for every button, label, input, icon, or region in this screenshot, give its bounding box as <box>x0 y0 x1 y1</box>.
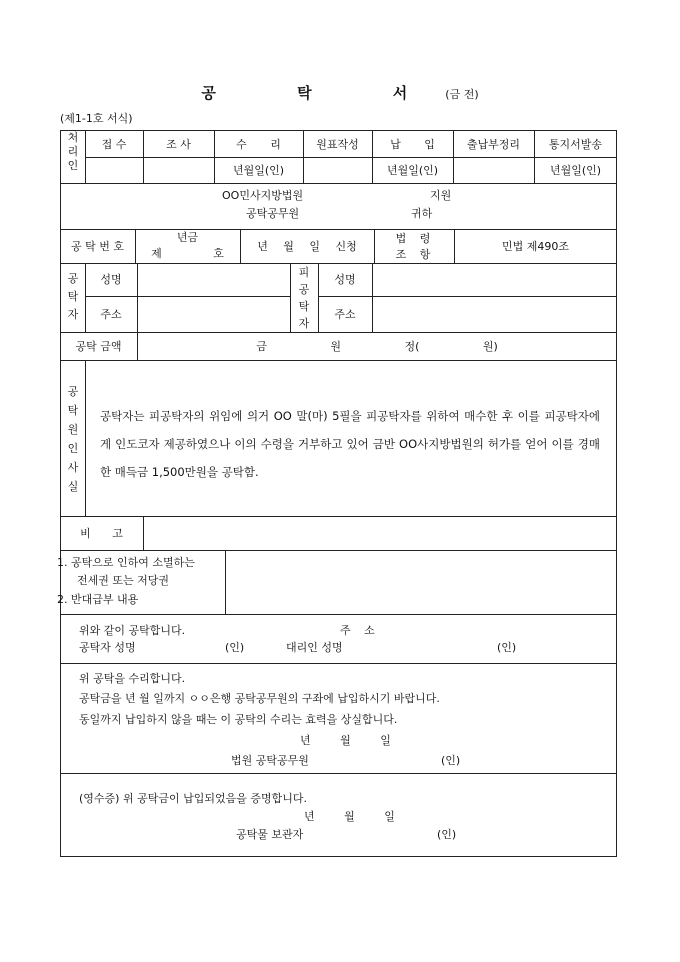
title-sub: (금 전) <box>445 88 479 101</box>
receipt-date: 년 월 일 <box>304 810 395 823</box>
header-review: 조 사 <box>166 138 191 151</box>
date-seal-notice: 년월일(인) <box>549 164 602 177</box>
item1-line1: 1. 공탁으로 인하여 소멸하는 <box>57 556 195 569</box>
processing-label: 처리인 <box>67 131 79 172</box>
rule <box>60 773 617 774</box>
officer-seal: (인) <box>441 754 461 767</box>
cause-text: 공탁자는 피공탁자의 위임에 의거 OO 말(마) 5필을 피공탁자를 위하여 매수한 후 이를 피공탁자에게 인도코자 제공하였으나 이의 수령을 거부하고 있어 금반 OO사지방법원의 허가를 얻어 이를 경매한 매득금 1,500만원을 공탁함. <box>100 409 600 479</box>
declaration-line: 위와 같이 공탁합니다. <box>79 624 186 637</box>
acceptance-line3: 동일까지 납입하지 않을 때는 이 공탁의 수리는 효력을 상실합니다. <box>79 713 398 726</box>
title-main: 공 탁 서 <box>201 84 446 102</box>
acceptance-line2: 공탁금을 년 월 일까지 ㅇㅇ은행 공탁공무원의 구좌에 납입하시기 바랍니다. <box>79 692 440 705</box>
depositee-address-label: 주소 <box>334 308 356 321</box>
rule <box>318 296 617 297</box>
header-payment: 납 입 <box>390 138 435 151</box>
deposit-officer: 공탁공무원 <box>246 207 300 220</box>
agent-seal: (인) <box>497 641 517 654</box>
rule <box>60 229 617 230</box>
remarks-label: 비 고 <box>80 527 123 540</box>
rule <box>85 157 617 158</box>
item1-line2: 전세권 또는 저당권 <box>77 574 170 587</box>
acceptance-date: 년 월 일 <box>300 734 391 747</box>
cause-label: 공탁원인사실 <box>67 385 79 493</box>
rule <box>85 296 290 297</box>
depositor-name-sign: 공탁자 성명 <box>79 641 136 654</box>
rule <box>143 516 144 550</box>
court-officer-sign: 법원 공탁공무원 <box>231 754 309 767</box>
depositor-address-label: 주소 <box>100 308 122 321</box>
depositor-label: 공탁자 <box>67 272 79 321</box>
amount-label: 공탁 금액 <box>75 340 122 353</box>
depositor-seal: (인) <box>225 641 245 654</box>
amount-text: 금 원 정( 원) <box>256 340 498 353</box>
rule <box>137 263 138 332</box>
rule <box>374 229 375 263</box>
depositee-name-label: 성명 <box>334 273 356 286</box>
item2: 2. 반대급부 내용 <box>57 593 139 606</box>
deposit-number-label: 공 탁 번 호 <box>71 240 124 253</box>
rule <box>290 263 291 332</box>
rule <box>60 360 617 361</box>
acceptance-line1: 위 공탁을 수리합니다. <box>79 672 186 685</box>
depositor-name-label: 성명 <box>100 273 122 286</box>
rule <box>60 550 617 551</box>
header-notice-send: 통지서발송 <box>548 138 603 151</box>
form-number: (제1-1호 서식) <box>60 112 133 125</box>
court-branch: 지원 <box>430 189 452 202</box>
rule <box>60 263 617 264</box>
deposit-year: 년금 <box>176 231 199 244</box>
date-seal-payment: 년월일(인) <box>386 164 439 177</box>
custodian-sign: 공탁물 보관자 <box>236 828 304 841</box>
honorific: 귀하 <box>411 207 433 220</box>
rule <box>85 360 86 516</box>
date-seal-accept: 년월일(인) <box>232 164 285 177</box>
depositee-label: 피공탁자 <box>298 266 310 330</box>
receipt-line: (영수증) 위 공탁금이 납입되었음을 증명합니다. <box>79 792 307 805</box>
rule <box>225 550 226 614</box>
agent-name-sign: 대리인 성명 <box>286 641 343 654</box>
header-ledger-create: 원표작성 <box>316 138 359 151</box>
law-article-value: 민법 제490조 <box>502 240 569 253</box>
rule <box>60 183 617 184</box>
rule <box>60 332 617 333</box>
header-receipt: 접 수 <box>101 138 127 151</box>
rule <box>60 614 617 615</box>
rule <box>60 663 617 664</box>
deposit-number: 제 호 <box>151 247 224 260</box>
court-name: OO민사지방법원 <box>222 189 304 202</box>
header-account-entry: 출납부정리 <box>466 138 521 151</box>
address-label: 주 소 <box>340 624 375 637</box>
law-article-label: 법 령 조 항 <box>395 232 431 261</box>
application-date: 년 월 일 신청 <box>257 240 357 253</box>
header-accept: 수 리 <box>236 138 281 151</box>
document-title <box>0 82 680 103</box>
rule <box>372 263 373 332</box>
custodian-seal: (인) <box>437 828 457 841</box>
